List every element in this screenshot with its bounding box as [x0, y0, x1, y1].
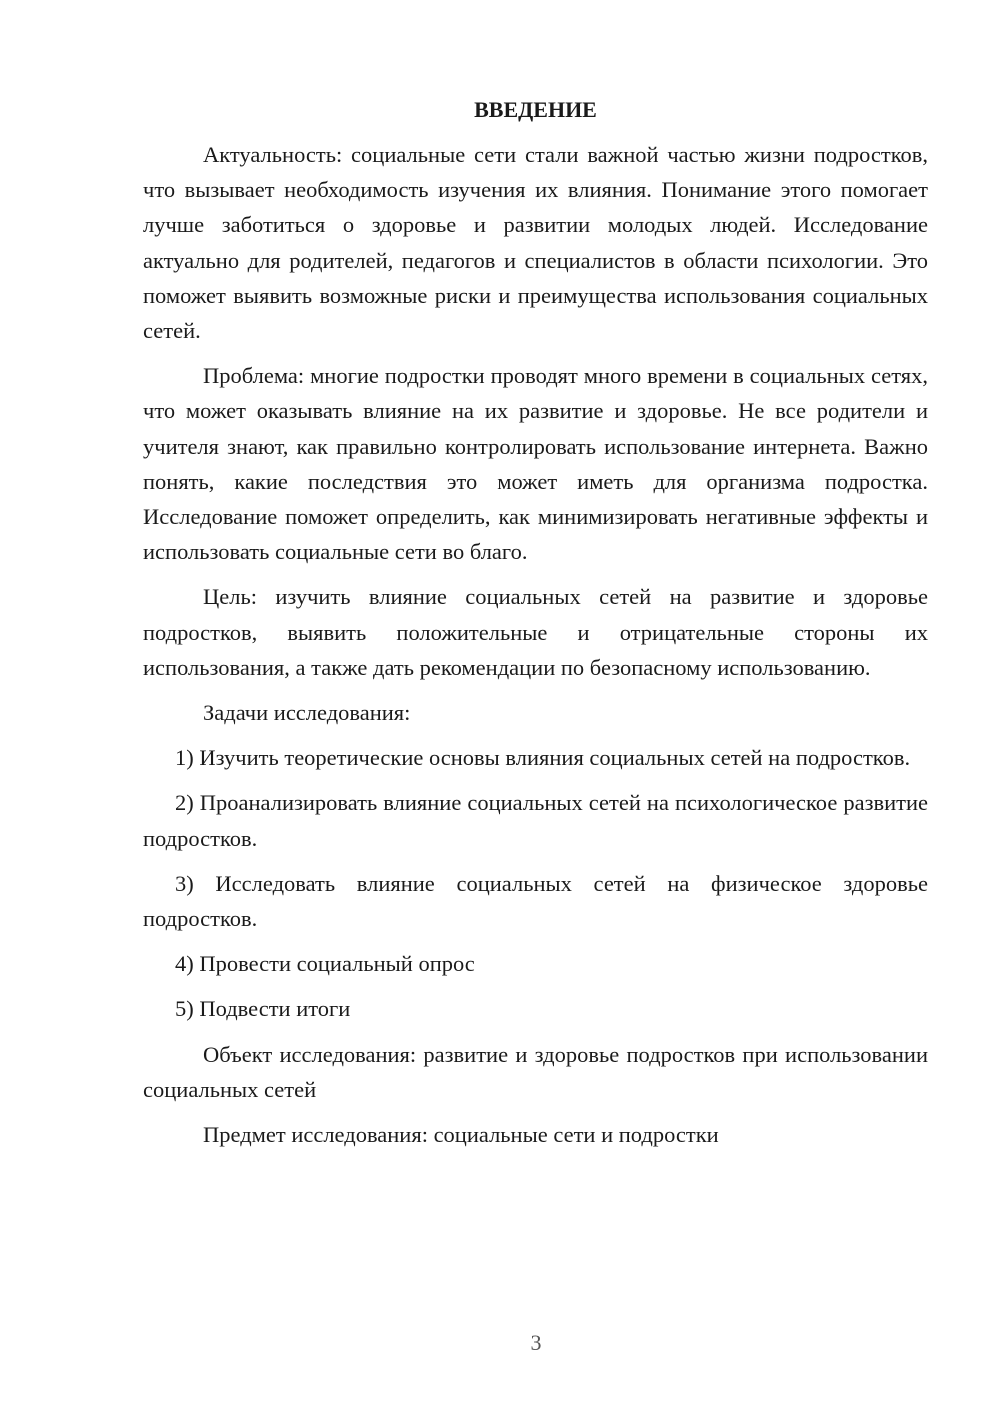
task-item-4: 4) Провести социальный опрос — [175, 951, 475, 977]
task-item-5: 5) Подвести итоги — [175, 996, 351, 1022]
task-item-3: 3) Исследовать влияние социальных сетей на физическое здоровье подростков. — [143, 870, 928, 932]
task-item-1: 1) Изучить теоретические основы влияния социальных сетей на подростков. — [175, 745, 911, 771]
paragraph-goal: Цель: изучить влияние социальных сетей на развитие и здоровье подростков, выявить положительные и отрицательные стороны их использования, а также дать рекомендации по безопасному использованию. — [143, 584, 928, 680]
page-number: 3 — [530, 1330, 542, 1355]
paragraph-relevance: Актуальность: социальные сети стали важной частью жизни подростков, что вызывает необходимость изучения их влияния. Понимание этого помогает лучше заботиться о здоровье и развитии молодых людей. Исследование актуально для родителей, педагогов и специалистов в области психологии. Это поможет выявить возможные риски и преимущества использования социальных сетей. — [143, 142, 928, 344]
paragraph-problem: Проблема: многие подростки проводят много времени в социальных сетях, что может оказывать влияние на их развитие и здоровье. Не все родители и учителя знают, как правильно контролировать использование интернета. Важно понять, какие последствия это может иметь для организма подростка. Исследование поможет определить, как минимизировать негативные эффекты и использовать социальные сети во благо. — [143, 363, 928, 565]
page-title: ВВЕДЕНИЕ — [474, 97, 597, 122]
document-body — [143, 92, 928, 1162]
paragraph-subject: Предмет исследования: социальные сети и подростки — [203, 1122, 719, 1148]
task-item-2: 2) Проанализировать влияние социальных сетей на психологическое развитие подростков. — [143, 790, 928, 851]
paragraph-object: Объект исследования: развитие и здоровье подростков при использовании социальных сетей — [143, 1041, 928, 1102]
tasks-heading: Задачи исследования: — [203, 700, 411, 726]
